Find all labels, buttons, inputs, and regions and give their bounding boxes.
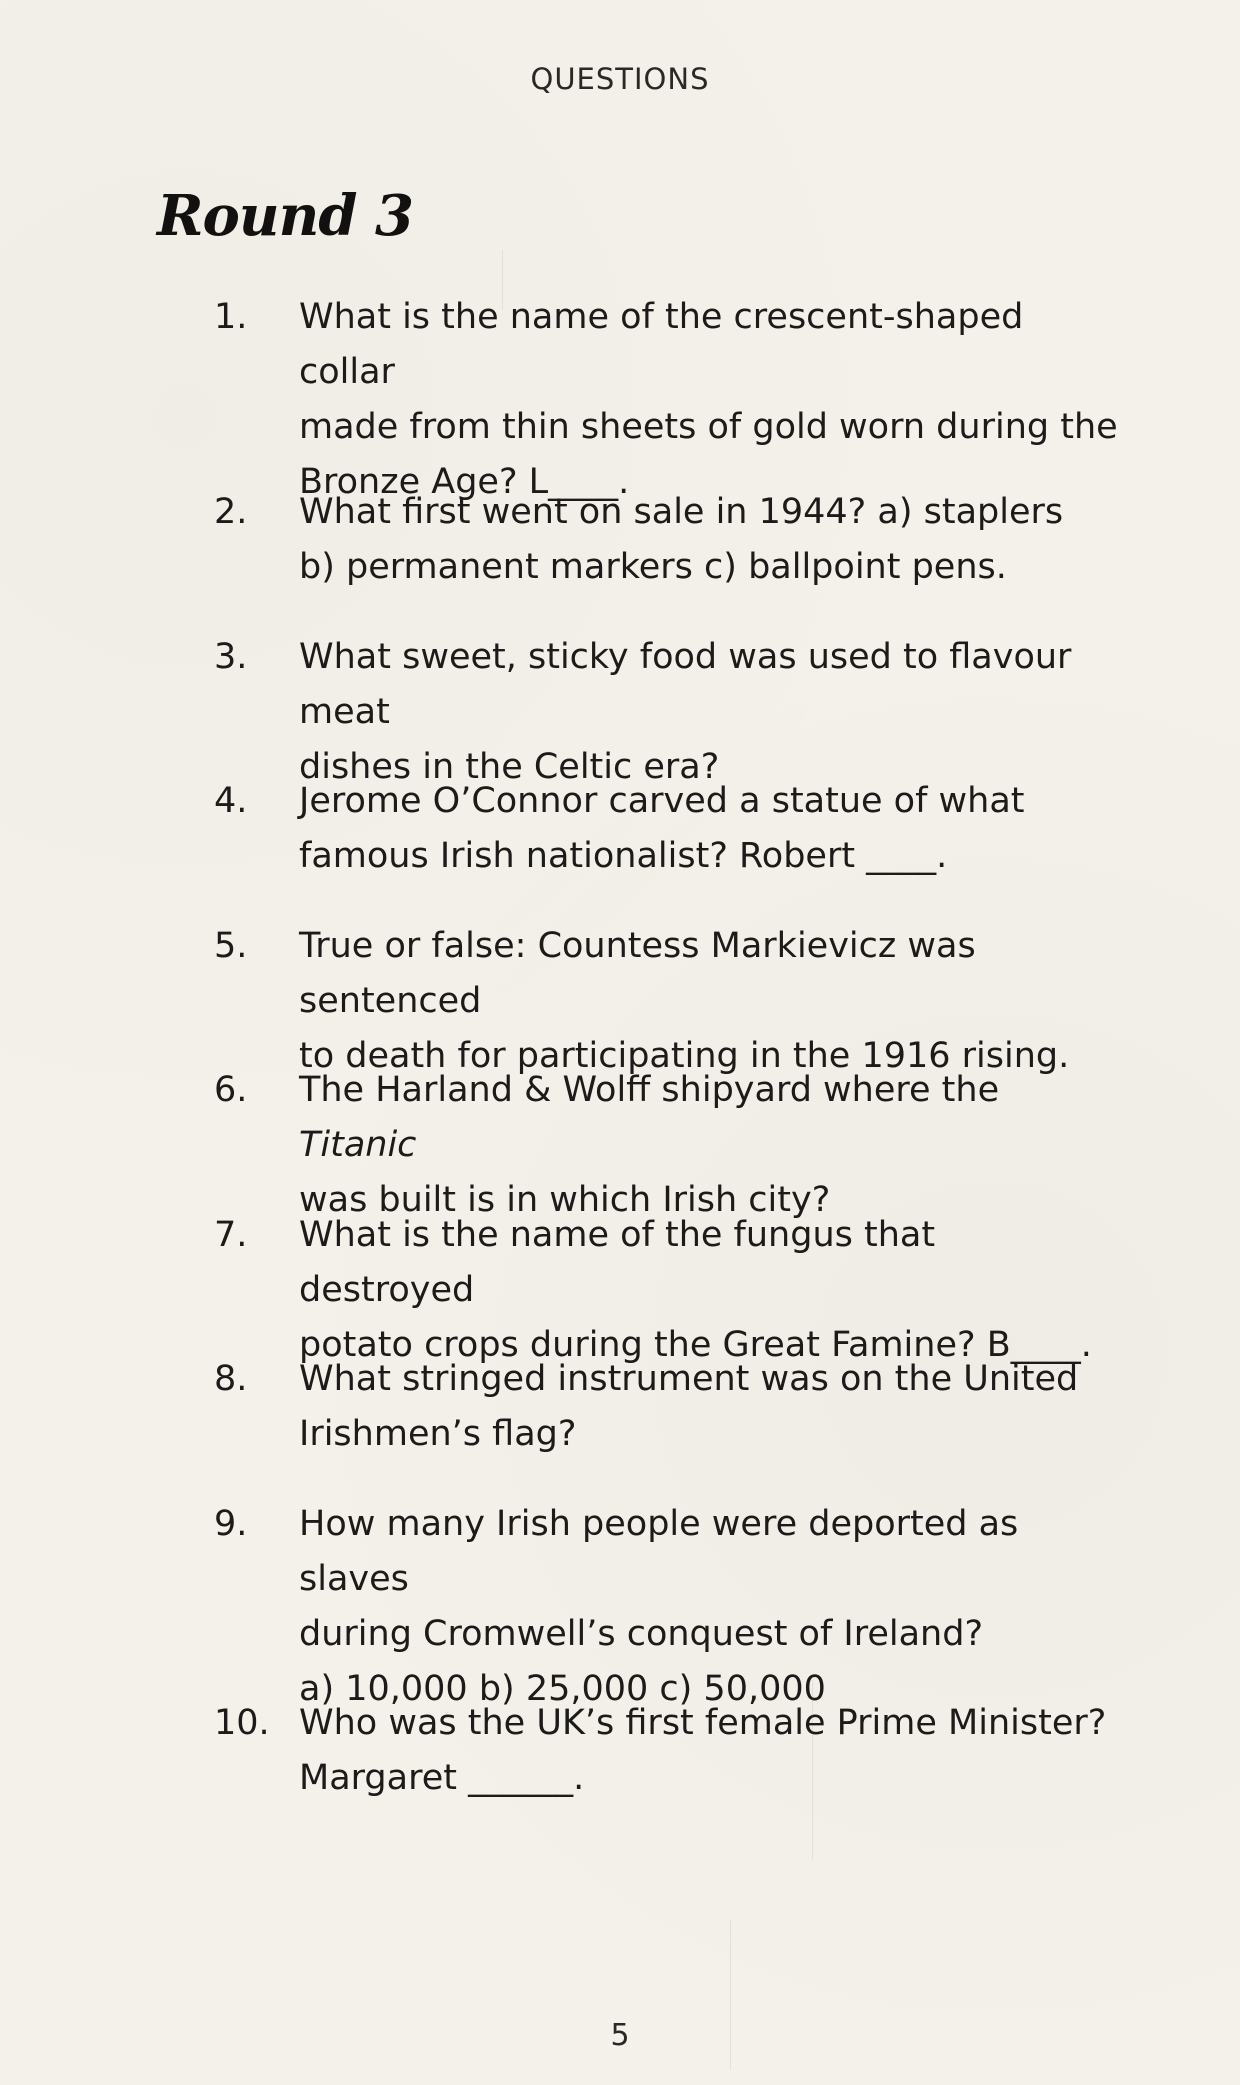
question-number: 7. (214, 1215, 248, 1255)
question-line: Who was the UK’s first female Prime Minister? (299, 1703, 1107, 1743)
question-text (299, 1063, 1119, 1228)
question-line-text: The Harland & Wolff shipyard where the (299, 1070, 1000, 1110)
section-header: QUESTIONS (530, 62, 710, 96)
question-number: 4. (214, 781, 248, 821)
question-number: 1. (214, 297, 248, 337)
question-line (299, 1063, 1119, 1173)
question-text (299, 919, 1119, 1084)
round-title: Round 3 (157, 183, 413, 249)
question-line: made from thin sheets of gold worn during the (299, 407, 1118, 447)
question-text (299, 774, 1119, 884)
question-text (299, 630, 1119, 795)
question-line: during Cromwell’s conquest of Ireland? (299, 1614, 984, 1654)
question-line: Irishmen’s flag? (299, 1414, 577, 1454)
question-line: to death for participating in the 1916 rising. (299, 1036, 1070, 1076)
question-text (299, 1352, 1119, 1462)
paper-scratch (730, 1920, 731, 2070)
question-text (299, 290, 1119, 510)
question-line: dishes in the Celtic era? (299, 747, 720, 787)
question-line: How many Irish people were deported as slaves (299, 1504, 1019, 1599)
question-line: b) permanent markers c) ballpoint pens. (299, 547, 1007, 587)
paper-scratch (812, 1680, 813, 1860)
question-line: What sweet, sticky food was used to flavour meat (299, 637, 1072, 732)
question-number: 6. (214, 1070, 248, 1110)
question-line: potato crops during the Great Famine? B____. (299, 1325, 1092, 1365)
question-text (299, 1208, 1119, 1373)
question-text (299, 1696, 1119, 1806)
question-number: 5. (214, 926, 248, 966)
question-line: What stringed instrument was on the United (299, 1359, 1079, 1399)
question-number: 9. (214, 1504, 248, 1544)
paper-scratch (502, 250, 503, 310)
question-line: famous Irish nationalist? Robert ____. (299, 836, 948, 876)
ship-name: Titanic (299, 1125, 417, 1165)
question-line: True or false: Countess Markievicz was sentenced (299, 926, 976, 1021)
question-line: Margaret ______. (299, 1758, 585, 1798)
question-number: 2. (214, 492, 248, 532)
question-number: 8. (214, 1359, 248, 1399)
question-number: 3. (214, 637, 248, 677)
question-line: Jerome O’Connor carved a statue of what (299, 781, 1025, 821)
question-number: 10. (214, 1703, 270, 1743)
page-number: 5 (610, 2018, 630, 2053)
question-line: What is the name of the fungus that destroyed (299, 1215, 936, 1310)
question-line: What is the name of the crescent-shaped collar (299, 297, 1024, 392)
question-line: Bronze Age? L____. (299, 462, 630, 502)
question-text (299, 485, 1119, 595)
question-line: What first went on sale in 1944? a) staplers (299, 492, 1064, 532)
question-line: a) 10,000 b) 25,000 c) 50,000 (299, 1669, 826, 1709)
question-text (299, 1497, 1119, 1717)
question-line: was built is in which Irish city? (299, 1180, 831, 1220)
